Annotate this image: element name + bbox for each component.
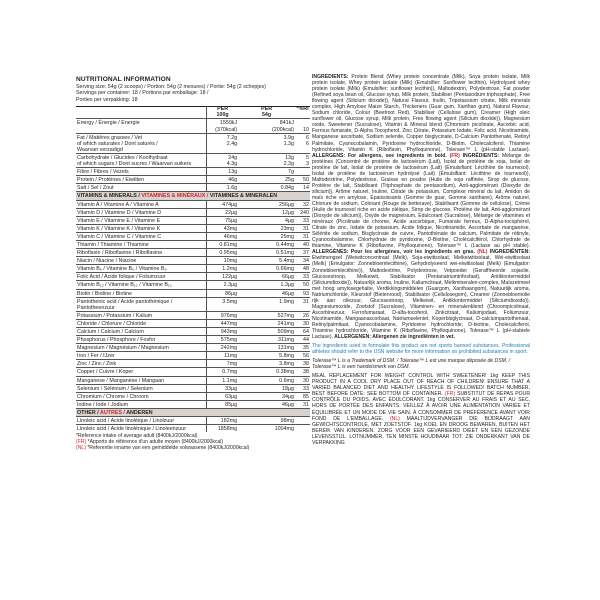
header-per-54g	[238, 106, 295, 119]
value-per-100g: 0.95mg	[207, 249, 239, 257]
value-ri	[295, 417, 310, 425]
nutrient-name: Copper / Cuivre / Koper	[76, 368, 207, 376]
value-ri: 50	[295, 176, 310, 184]
value-ri: 93	[295, 289, 310, 297]
lang-tag-nl: (NL)	[477, 249, 488, 256]
allergens-text: ALLERGENEN: Allergenen zie ingrediënten in vet.	[332, 334, 455, 341]
value-ri: 5 3	[295, 153, 310, 167]
table-row	[76, 344, 310, 352]
value-per-100g: 1559kJ (370kcal)	[207, 119, 239, 133]
value-ri: 44	[295, 336, 310, 344]
value-per-100g: 0.81mg	[207, 240, 239, 248]
macro-rows	[76, 119, 310, 192]
value-per-100g: 0.7mg	[207, 368, 239, 376]
nutrient-name: Vitamin C / Vitamine C / Vitamine C	[76, 232, 207, 240]
nutrient-name: Zinc / Zinc / Zink	[76, 360, 207, 368]
table-row	[76, 257, 310, 265]
value-per-100g: 75µg	[207, 216, 239, 224]
table-row	[76, 208, 310, 216]
value-per-54g: 25g	[238, 176, 295, 184]
table-row	[76, 184, 310, 192]
value-per-54g: 7g	[238, 168, 295, 176]
footnote-tag: (NL)	[76, 445, 86, 452]
value-ri: 30	[295, 376, 310, 384]
value-ri: 33	[295, 273, 310, 281]
value-per-100g: 85µg	[207, 400, 239, 408]
section-nl: ANDEREN	[126, 409, 153, 416]
footnotes	[76, 433, 310, 451]
table-row	[76, 392, 310, 400]
value-per-100g: 3.5mg	[207, 297, 239, 311]
vitamin-rows	[76, 200, 310, 408]
value-per-54g: 5.8mg	[238, 352, 295, 360]
nutrient-name: Vitamin D / Vitamine D / Vitamine D	[76, 208, 207, 216]
nutrient-name: Carbohydrate / Glucides / Koolhydraat of which sugars / Dont sucres / Waarvan suikers	[76, 153, 207, 167]
table-row	[76, 336, 310, 344]
value-per-100g: 7.2g 2.4g	[207, 133, 239, 153]
header-per-label: PER	[217, 105, 229, 112]
table-row	[76, 384, 310, 392]
closing-en: MEAL REPLACEMENT FOR WEIGHT CONTROL WITH SWEETENER! 1kg KEEP THIS PRODUCT IN A COOL DRY PLACE OUT OF REACH OF CHILDREN! ENSURE THAT A VARIED BALANCED DIET AND HEALTHY LIFESTYLE IS FOLLOWED! BATCH NUMBER, BEST BEFORE DATE: SEE BOTTOM OF CONTAINER.	[312, 373, 530, 398]
nutrient-name: Pantothenic acid / Acide pantothénique / Pantotheenzuur	[76, 297, 207, 311]
header-per-100g	[207, 106, 239, 119]
value-per-54g: 1004mg	[238, 425, 295, 433]
value-ri: 48	[295, 265, 310, 273]
value-per-54g: 0.44mg	[238, 240, 295, 248]
value-ri: 14	[295, 184, 310, 192]
value-per-100g: 7mg	[207, 360, 239, 368]
value-per-100g: 447mg	[207, 319, 239, 327]
nutrient-name: Protein / Protéines / Eiwitten	[76, 176, 207, 184]
value-per-54g: 527mg	[238, 311, 295, 319]
nutrient-name: Vitamin K / Vitamine K / Vitamine K	[76, 224, 207, 232]
value-per-54g: 13g 2.3g	[238, 153, 295, 167]
table-row	[76, 376, 310, 384]
value-per-100g: 22µg	[207, 208, 239, 216]
section-nl: VITAMINES & MINERALEN	[209, 193, 278, 200]
value-ri: 31	[295, 400, 310, 408]
section-fr: VITAMINES & MINÉRAUX /	[141, 193, 210, 200]
nutrient-name: Potassium / Potassium / Kalium	[76, 311, 207, 319]
serving-line: Porties per verpakking: 18	[76, 96, 138, 103]
nutrient-name: Niacin / Niacine / Niacine	[76, 257, 207, 265]
table-row	[76, 289, 310, 297]
table-row	[76, 176, 310, 184]
value-per-100g: 86µg	[207, 289, 239, 297]
table-row	[76, 297, 310, 311]
nutrient-name: Fat / Matières grasses / Vet of which saturates / Dont saturés / Waarvan verzadigd	[76, 133, 207, 153]
table-row	[76, 133, 310, 153]
value-per-100g: 13g	[207, 168, 239, 176]
value-per-54g: 46µg	[238, 289, 295, 297]
nutrient-name: Vitamin B₆ / Vitamine B₆ / Vitamine B₆	[76, 265, 207, 273]
footnote-text: *Reference intake of average adult (8400kJ/2000kcal)	[76, 433, 198, 440]
nutrient-name: Linoleic acid / Acide linoléique / Linolzuur	[76, 417, 207, 425]
ingredients-en	[312, 74, 530, 340]
value-ri: 85	[295, 392, 310, 400]
value-per-54g: 509mg	[238, 328, 295, 336]
nutrient-name: Vitamin E / Vitamine E / Vitamine E	[76, 216, 207, 224]
trademark-notice	[312, 358, 530, 370]
nutrition-panel	[76, 76, 310, 451]
value-per-54g: 0.66mg	[238, 265, 295, 273]
table-row	[76, 265, 310, 273]
lang-tag-fr: (FR)	[444, 391, 456, 398]
value-per-100g: 63µg	[207, 392, 239, 400]
value-per-100g: 46g	[207, 176, 239, 184]
table-row	[76, 417, 310, 425]
value-per-54g: 3.8mg	[238, 360, 295, 368]
nutrient-name: Iron / Fer / IJzer	[76, 352, 207, 360]
footnote-text: *Apports de référence d'un adulte moyen (8400kJ/2000kcal)	[86, 439, 224, 446]
value-ri: 10	[295, 119, 310, 133]
value-per-100g: 1.6g	[207, 184, 239, 192]
value-per-54g: 1.9mg	[238, 297, 295, 311]
value-ri: 31	[295, 297, 310, 311]
value-per-54g: 0.6mg	[238, 376, 295, 384]
section-en: OTHER /	[77, 409, 100, 416]
nutrient-name: Vitamin A / Vitamine A / Vitamine A	[76, 200, 207, 208]
closing-nl: MAALTIJDVERVANGER DIE BIJDRAAGT AAN GEWICHTSCONTROLE, MET ZOETSTOF. 1kg KOEL EN DROOG BEWAREN, BUITEN HET BEREIK VAN KINDEREN. ZORG VOOR EEN GEVARIEERD DIEET EN EEN GEZONDE LEVENSSTIJL. LOTNUMMER, TEN MINSTE HOUDBAAR TOT: ZIE ONDERKANT VAN DE VERPAKKING	[312, 415, 530, 446]
value-per-54g: 311mg	[238, 336, 295, 344]
footnote-nl	[76, 445, 310, 451]
ingredients-label: INGREDIENTS:	[312, 74, 349, 80]
value-per-54g: 25mg	[238, 232, 295, 240]
value-ri: 33	[295, 216, 310, 224]
nutrient-name: Magnesium / Magnésium / Magnesium	[76, 344, 207, 352]
section-fr: AUTRES /	[99, 409, 127, 416]
value-ri	[295, 168, 310, 176]
value-ri: 40	[295, 240, 310, 248]
value-per-54g: 256µg	[238, 200, 295, 208]
footnote-text: *Referentie inname van een gemiddelde volwassene (8400kJ/2000kcal)	[85, 445, 250, 452]
value-ri: 38	[295, 360, 310, 368]
value-per-100g: 10mg	[207, 257, 239, 265]
value-ri: 34	[295, 257, 310, 265]
other-rows	[76, 417, 310, 433]
closing-text	[312, 373, 530, 446]
nutrient-name: Phosphorus / Phosphore / Fosfor	[76, 336, 207, 344]
table-row	[76, 273, 310, 281]
header-per-label: PER	[261, 105, 273, 112]
value-ri: 64	[295, 328, 310, 336]
nutrient-name: Biotin / Biotine / Biotine	[76, 289, 207, 297]
table-row	[76, 232, 310, 240]
table-row	[76, 281, 310, 289]
table-row	[76, 368, 310, 376]
value-per-54g: 66µg	[238, 273, 295, 281]
value-per-100g: 575mg	[207, 336, 239, 344]
ingredients-panel	[312, 74, 530, 449]
nutrient-name: Linoleic acid / Acide linolénique / Linoleenzuur	[76, 425, 207, 433]
ingredients-text: Eiwitmengsel (Weiwitconcentraat (Melk), Soja-eiwitisolaat, Melkeiwitisolaat, Wei-eiwitisolaat (Melk) (Emulgator: Zonnebloemlecithine), Gehydrolyseerd wei-eiwitisolaat (Melk) (Emulgator: Zonnebloemlecithine)), Maltodextrine, Polydextrose, Vetpoeder (Geraffineerde sojaolie, Glucosestroop, Melkeiwit, Stabilisator (Pentanatriumtrifosfaat), Antiklontermiddel (Siliciumdioxide)), Natuurlijk aroma, Inuline, Kaliumcitraat, Melkmineralen-complex, Maïszetmeel met hoog amylosegehalte, Verdikkingsmiddelen (Guargom, Xanthaangom), Natuurlijk aroma, Natriumchloride, Kleurstof (Bietenrood), Stabilisator (Cellulosegom), Creamer (Zonnebloemolie rijk aan oliezuur, Glucosestroop, Melkeiwit, Antiklontermiddel (Siliciumdioxide)), Magnesiumoxide, Zoetstof (Sucralose), Vitaminen- en mineralenblend (Chroompicolinaat, Ascorbinezuur, Ferrofumaraat, D-alfa-tocoferol, Zinkcitraat, Kaliumjodaat, Foliumzuur, Nicotinamide, Mangaanascorbaat, Natriumseleniet, Koperbisglycinaat, D-calciumpantothenaat, Retinylpalmitaat, Cyanocobalamine, Pyridoxine hydrochloride, D-biotine, Cholecalciferol, Thiamine hydrochloride, Vitamine K (Riboflavine, Phylloquinone), Tolerase™ L (pH-stabiele Lactase).	[312, 255, 530, 341]
nutrient-name: Fibre / Fibres / Vezels	[76, 168, 207, 176]
header-100g-label: 100g	[216, 111, 229, 118]
table-row	[76, 168, 310, 176]
nutrient-name: Manganese / Manganèse / Mangaan	[76, 376, 207, 384]
table-row	[76, 240, 310, 248]
value-ri: 35	[295, 344, 310, 352]
vitamins-section-header	[76, 192, 310, 200]
value-per-54g: 0.51mg	[238, 249, 295, 257]
value-per-54g: 46µg	[238, 400, 295, 408]
table-row	[76, 352, 310, 360]
footnote-tag: (FR)	[76, 439, 87, 446]
value-per-54g: 241mg	[238, 319, 295, 327]
value-per-100g: 1858mg	[207, 425, 239, 433]
allergens-text: ALLERGENS: For allergens, see ingredients in bold.	[312, 152, 447, 159]
nutrition-table	[76, 106, 310, 432]
value-ri: 240	[295, 208, 310, 216]
value-per-100g: 1.1mg	[207, 376, 239, 384]
nutrient-name: Salt / Sel / Zout	[76, 184, 207, 192]
table-row	[76, 311, 310, 319]
value-ri: 32	[295, 200, 310, 208]
header-54g-label: 54g	[261, 111, 272, 118]
value-per-100g: 1.2mg	[207, 265, 239, 273]
closing-fr: SUBSTITUT DE REPAS POUR CONTRÔLE DU POIDS, AVEC ÉDULCORANT. 1kg CONSERVER AU FRAIS ET AU SEC, HORS DE PORTÉE DES ENFANTS. VEILLEZ À AVOIR UNE ALIMENTATION VARIÉE ET ÉQUILIBRÉE ET UN MODE DE VIE SAIN. À CONSOMMER DE PRÉFÉRENCE AVANT VOIR FOND DE L'EMBALLAGE.	[312, 391, 530, 422]
serving-line: Servings per container: 18 / Portions par emballage: 18 /	[76, 90, 209, 97]
nutrient-name: Vitamin B₁₂ / Vitamine B₁₂ / Vitamine B₁₂	[76, 281, 207, 289]
table-row	[76, 400, 310, 408]
ingredients-text: Protein Blend (Whey protein concentrate (Milk), Soya protein isolate, Milk protein isolate, Whey protein isolate (Milk) (Emulsifier: Sunflower lecithin), Hydrolysed whey protein isolate (Milk) (Emulsifier: sunflower lecithin)), Maltodextrin, Polydextrose, Fat powder (Refined soya bean oil, Glucose syrup, Milk protein, Stabiliser (Pentasodium triphosphate), Free flowing agent (Silicium dioxide)), Natural Flavour, Inulin, Tripotassium citrate, Milk minerals complex, High Amylose Maize Starch, Thickeners (Guar gum, Xanthan gum), Natural Flavour, Sodium chloride, Colour (Beetroot Red), Stabiliser (Cellulose gum), Creamer (High oleic sunflower oil, Glucose syrup, Milk protein, Free flowing agent (Silicium dioxide)), Magnesium oxide, Sweetener (Sucralose), Vitamin & Mineral blend (Chromium picolinate, Ascorbic acid, Ferrous fumarate, D-Alpha Tocopherol, Zinc Citrate, Potassium Iodate, Folic acid, Nicotinamide, Manganese ascorbate, Sodium selenite, Copper bisglycinate, D-Calcium Pantothenate, Retinyl Palmitate, Cyanocobalamin, Pyridoxine hydrochloride, D-Biotin, Cholecalciferol, Thiamine hydrochloride, Vitamin K (Riboflavin, Phylloquinone), Tolerase™ L (pH-stable Lactase).	[312, 74, 530, 153]
value-per-54g: 0.84g	[238, 184, 295, 192]
value-ri: 31	[295, 224, 310, 232]
value-ri: 33	[295, 384, 310, 392]
nutrient-name: Folic Acid / Acide folique / Foliumzuur	[76, 273, 207, 281]
value-per-100g: 474µg	[207, 200, 239, 208]
header-ri: *%RI	[295, 106, 310, 119]
serving-line: Serving size: 54g (2 scoops) / Portion: 54g (2 mesures) / Portie: 54g (2 schepjes)	[76, 84, 266, 90]
table-row	[76, 200, 310, 208]
value-per-54g: 3.9g 1.3g	[238, 133, 295, 153]
value-ri: 56	[295, 352, 310, 360]
trademark-line: Tolerase™ L is een handelsmerk van DSM.	[312, 364, 410, 371]
value-ri: 30	[295, 319, 310, 327]
nutrient-name: Energy / Énergie / Energie	[76, 119, 207, 133]
value-ri: 50	[295, 281, 310, 289]
value-ri: 37	[295, 249, 310, 257]
table-header	[76, 106, 310, 119]
value-per-100g: 46mg	[207, 232, 239, 240]
nutrient-name: Selenium / Sélénium / Selenium	[76, 384, 207, 392]
serving-info	[76, 84, 310, 103]
value-per-100g: 976mg	[207, 311, 239, 319]
table-row	[76, 249, 310, 257]
value-per-100g: 242mg	[207, 344, 239, 352]
value-ri: 38	[295, 368, 310, 376]
allergens-text: ALLERGÈNES: Pour les allergènes, voir les ingrédients en gras.	[312, 249, 475, 256]
value-per-54g: 18µg	[238, 384, 295, 392]
value-per-100g: 943mg	[207, 328, 239, 336]
value-per-54g: 34µg	[238, 392, 295, 400]
value-per-54g: 12µg	[238, 208, 295, 216]
value-per-100g: 122µg	[207, 273, 239, 281]
value-ri: 26	[295, 311, 310, 319]
nutrient-name: Chromium / Chrome / Chroom	[76, 392, 207, 400]
table-row	[76, 216, 310, 224]
usada-notice: The ingredients used to formulate this product are not sports banned substances. Professional athletes should refer to the USN website for more information on prohibited substances in sport.	[312, 343, 530, 356]
nutrient-name: Calcium / Calcium / Calcium	[76, 328, 207, 336]
value-per-54g: 1.3µg	[238, 281, 295, 289]
section-en: VITAMINS & MINERALS /	[77, 193, 142, 200]
value-per-54g: 98mg	[238, 417, 295, 425]
lang-tag-fr: (FR)	[449, 152, 460, 159]
value-per-100g: 33µg	[207, 384, 239, 392]
value-per-54g: 0.38mg	[238, 368, 295, 376]
nutrition-title: NUTRITIONAL INFORMATION	[76, 76, 171, 83]
ingredients-text: Mélange de protéines (Concentré de protéine de lactosérum (Lait), Isolat de protéine de soja, Isolat de protéine de lait, Isolat de protéine de lactosérum (Lait) (Émulsifiant: Lécithine de tournesol), Isolat de protéine de lactosérum hydrolysé (Lait) (Émulsifiant: Lécithine de tournesol)), Maltodextrine, Polydextrose, Graisse en poudre (Huile de soja raffinée, Sirop de glucose, Protéine de lait, Stabilisant (Triphosphate de pentasodium), Anti-agglomérant (Dioxyde de silicium)), Arôme naturel, Inuline, Citrate de potassium, Complexe minéral du lait, Amidon de maïs riche en amylose, Épaississants (Gomme de guar, Gomme xanthane), Arôme naturel, Chlorure de sodium, Colorant (Rouge de betterave), Stabilisant (Gomme de cellulose), Crème (Huile de tournesol riche en acide oléique, Sirop de glucose, Protéine de lait, Anti-agglomérant (Dioxyde de silicium)), Oxyde de magnésium, Édulcorant (Sucralose), Mélange de vitamines et minéraux (Picolinate de chrome, Acide ascorbique, Fumarate ferreux, D-Alpha-tocophérol, Citrate de zinc, Iodate de potassium, Acide folique, Nicotinamide, Ascorbate de manganèse, Sélénite de sodium, Bisglycinate de cuivre, Pantothénate de calcium, Palmitate de rétinyle, Cyanocobalamine, Chlorhydrate de pyridoxine, D-Biotine, Cholécalciférol, Chlorhydrate de thiamine, Vitamine K (Riboflavine, Phylloquinone), Tolerase™ L (Lactase au pH stable).	[312, 152, 530, 250]
table-row	[76, 425, 310, 433]
other-section-header	[76, 408, 310, 416]
value-per-100g: 11mg	[207, 352, 239, 360]
value-per-100g: 43mg	[207, 224, 239, 232]
value-per-54g: 131mg	[238, 344, 295, 352]
table-row	[76, 319, 310, 327]
table-row	[76, 119, 310, 133]
trademark-line: Tolerase™ L is a Trademark of DSM. / Tolerase™ L est une marque déposée de DSM. /	[312, 358, 511, 365]
value-ri: 31	[295, 232, 310, 240]
value-per-54g: 23mg	[238, 224, 295, 232]
table-row	[76, 224, 310, 232]
table-row	[76, 328, 310, 336]
value-per-54g: 841kJ (200kcal)	[238, 119, 295, 133]
nutrient-name: Iodine / Iode / Jodium	[76, 400, 207, 408]
value-per-54g: 4µg	[238, 216, 295, 224]
table-row	[76, 360, 310, 368]
ingredients-label: INGRÉDIENTS:	[459, 152, 500, 159]
ingredients-label: INGREDIËNTEN:	[487, 249, 531, 256]
nutrient-name: Chloride / Chlorure / Chloride	[76, 319, 207, 327]
value-per-54g: 5.4mg	[238, 257, 295, 265]
table-row	[76, 153, 310, 167]
value-ri	[295, 425, 310, 433]
nutrient-name: Riboflavin / Riboflavine / Riboflavine	[76, 249, 207, 257]
value-per-100g: 2.3µg	[207, 281, 239, 289]
lang-tag-nl: (NL)	[389, 415, 400, 422]
value-per-100g: 24g 4.3g	[207, 153, 239, 167]
value-per-100g: 182mg	[207, 417, 239, 425]
nutrient-name: Thiamin / Thiamine / Thiamine	[76, 240, 207, 248]
value-ri: 6 6	[295, 133, 310, 153]
